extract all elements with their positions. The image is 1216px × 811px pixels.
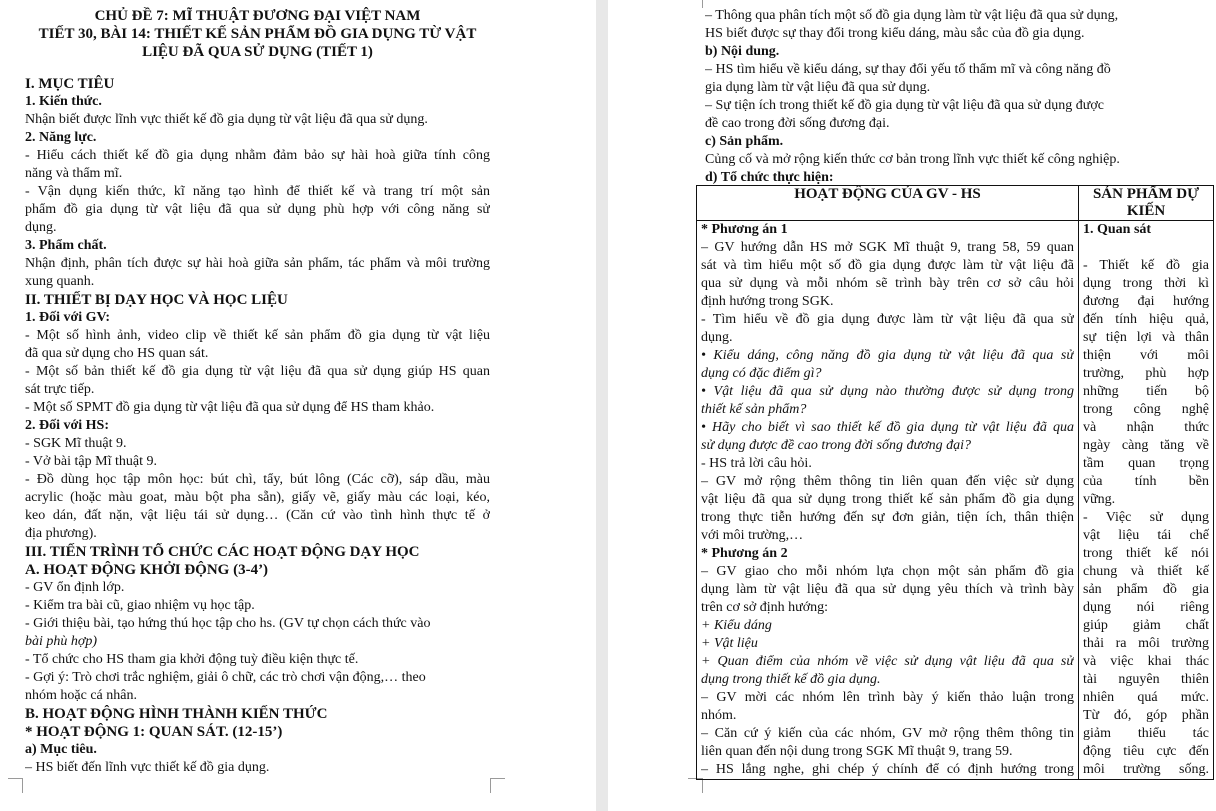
text-line: đương đại hướng (1083, 294, 1209, 309)
left-page-text-column (25, 7, 490, 777)
margin-corner-mark (688, 0, 703, 8)
text-line: – HS tìm hiểu về kiểu dáng, sự thay đổi yếu tố thẩm mĩ và công năng đồ (705, 62, 1111, 77)
text-line: trường, phù hợp (1083, 366, 1209, 381)
text-line: TIẾT 30, BÀI 14: THIẾT KẾ SẢN PHẨM ĐỒ GIA DỤNG TỪ VẬT (38, 26, 477, 42)
text-line: - Vở bài tập Mĩ thuật 9. (25, 454, 157, 469)
margin-corner-mark (688, 778, 703, 793)
activity-table (696, 185, 1214, 780)
text-line: c) Sản phẩm. (705, 134, 784, 149)
text-line: - HS trả lời câu hỏi. (701, 456, 812, 471)
text-line: dụng có đặc điểm gì? (701, 366, 822, 381)
text-line: HS biết được sự thay đổi trong kiểu dáng, màu sắc của đồ gia dụng. (705, 26, 1085, 41)
text-line: tầm quan trọng (1083, 456, 1209, 471)
text-line: giúp giảm chất (1083, 618, 1209, 633)
right-page-text-column (705, 7, 1181, 187)
text-line: I. MỤC TIÊU (25, 76, 115, 92)
text-line: + Vật liệu (701, 636, 758, 651)
text-line: trong thiết kế nói (1083, 546, 1209, 561)
text-line: phẩm đồ gia dụng từ vật liệu đã qua sử dụng phù hợp với công năng sử (25, 202, 490, 217)
text-line: - Gợi ý: Trò chơi trắc nghiệm, giải ô chữ, các trò chơi vận động,… theo (25, 670, 426, 685)
text-line: * Phương án 1 (701, 222, 788, 237)
text-line: 1. Đối với GV: (25, 310, 111, 325)
header-teacher-student-activity: HOẠT ĐỘNG CỦA GV - HS (697, 186, 1079, 221)
text-line: - Một số bản thiết kế đồ gia dụng từ vật liệu đã qua sử dụng giúp HS quan (25, 364, 490, 379)
text-line: nhóm hoặc cá nhân. (25, 688, 137, 703)
activity-cell (697, 221, 1079, 780)
text-line: 2. Đối với HS: (25, 418, 109, 433)
text-line: 1. Quan sát (1083, 222, 1152, 237)
activity-table-row (697, 221, 1214, 780)
text-line: thiện với môi (1083, 348, 1209, 363)
text-line: thiết kế sản phẩm? (701, 402, 807, 417)
text-line: bài phù hợp) (25, 634, 98, 649)
text-line (25, 61, 490, 75)
text-line: acrylic (hoặc màu goat, màu bột pha sẵn), giấy vẽ, giấy màu các loại, kéo, (25, 490, 490, 505)
text-line: keo dán, đất nặn, vật liệu tái sử dụng… (Căn cứ vào tình hình thực tế ở (25, 508, 490, 523)
text-line: – GV mở rộng thêm thông tin liên quan đến việc sử dụng (701, 474, 1074, 489)
text-line: b) Nội dung. (705, 44, 780, 59)
text-line: nhóm. (701, 708, 737, 723)
expected-product-cell (1079, 221, 1214, 780)
text-line: CHỦ ĐỀ 7: MĨ THUẬT ĐƯƠNG ĐẠI VIỆT NAM (94, 8, 421, 24)
text-line: định hướng trong SGK. (701, 294, 834, 309)
text-line: - Thiết kế đồ gia (1083, 258, 1209, 273)
text-line: những tiến bộ (1083, 384, 1209, 399)
text-line: - Tổ chức cho HS tham gia khởi động tuỳ điều kiện thực tế. (25, 652, 359, 667)
text-line: – Căn cứ ý kiến của các nhóm, GV mở rộng thêm thông tin (701, 726, 1074, 741)
text-line: * Phương án 2 (701, 546, 788, 561)
text-line: - SGK Mĩ thuật 9. (25, 436, 127, 451)
text-line: vật liệu đã qua sử dụng trong thiết kế sản phẩm đồ gia dụng (701, 492, 1074, 507)
text-line: – HS lắng nghe, ghi chép ý chính để có định hướng trong (701, 762, 1074, 777)
text-line: - Giới thiệu bài, tạo hứng thú học tập cho hs. (GV tự chọn cách thức vào (25, 616, 431, 631)
text-line: 1. Kiến thức. (25, 94, 102, 109)
text-line: sát trực tiếp. (25, 382, 95, 397)
text-line: dụng trong thời kì (1083, 276, 1209, 291)
text-line: dụng làm từ vật liệu đã qua sử dụng yêu thích và trình bày (701, 582, 1074, 597)
text-line: xung quanh. (25, 274, 95, 289)
text-line: sử dụng được đề cao trong đời sống đương đại? (701, 438, 971, 453)
text-line: • Kiểu dáng, công năng đồ gia dụng từ vật liệu đã qua sử (701, 348, 1074, 363)
text-line: – HS biết đến lĩnh vực thiết kế đồ gia dụng. (25, 760, 270, 775)
text-line: • Vật liệu đã qua sử dụng nào thường được sử dụng trong (701, 384, 1074, 399)
text-line: gia dụng làm từ vật liệu đã qua sử dụng. (705, 80, 931, 95)
text-line: Nhận biết được lĩnh vực thiết kế đồ gia dụng từ vật liệu đã qua sử dụng. (25, 112, 428, 127)
text-line: - Vận dụng kiến thức, kĩ năng tạo hình để thiết kế và trang trí một sản (25, 184, 490, 199)
text-line (1083, 239, 1209, 257)
text-line: B. HOẠT ĐỘNG HÌNH THÀNH KIẾN THỨC (25, 706, 328, 722)
text-line: tài nguyên thiên (1083, 672, 1209, 687)
text-line: dụng. (25, 220, 57, 235)
text-line: liên quan đến nội dung trong SGK Mĩ thuật 9, trang 59. (701, 744, 1013, 759)
text-line: động tiêu cực đến (1083, 744, 1209, 759)
activity-table-header-row (697, 186, 1214, 221)
text-line: III. TIẾN TRÌNH TỔ CHỨC CÁC HOẠT ĐỘNG DẠY HỌC (25, 544, 420, 560)
document-page-left (0, 0, 596, 811)
margin-corner-mark (490, 778, 505, 793)
text-line: trong thực tiễn hướng đến sự đơn giản, tiện ích, thân thiện (701, 510, 1074, 525)
text-line: - Một số SPMT đồ gia dụng từ vật liệu đã qua sử dụng để HS tham khảo. (25, 400, 435, 415)
text-line: trên cơ sở định hướng: (701, 600, 829, 615)
text-line: địa phương). (25, 526, 97, 541)
text-line: đến tính hiệu quả, (1083, 312, 1209, 327)
text-line: đã qua sử dụng cho HS quan sát. (25, 346, 209, 361)
text-line: năng và thẩm mĩ. (25, 166, 123, 181)
text-line: II. THIẾT BỊ DẠY HỌC VÀ HỌC LIỆU (25, 292, 288, 308)
text-line: + Quan điểm của nhóm về việc sử dụng vật liệu đã qua sử (701, 654, 1074, 669)
text-line: vững. (1083, 492, 1116, 507)
text-line: - Hiểu cách thiết kế đồ gia dụng nhằm đảm bảo sự hài hoà giữa tính công (25, 148, 490, 163)
text-line: với môi trường,… (701, 528, 804, 543)
text-line: và nhận thức (1083, 420, 1209, 435)
text-line: Củng cố và mở rộng kiến thức cơ bản trong lĩnh vực thiết kế công nghiệp. (705, 152, 1120, 167)
text-line: a) Mục tiêu. (25, 742, 97, 757)
text-line: - Kiểm tra bài cũ, giao nhiệm vụ học tập. (25, 598, 255, 613)
header-expected-product: SẢN PHẨM DỰ KIẾN (1079, 186, 1214, 221)
text-line: 3. Phẩm chất. (25, 238, 107, 253)
text-line: sự tiện lợi và thân (1083, 330, 1209, 345)
margin-corner-mark (8, 778, 23, 793)
text-line: sát và tìm hiểu một số đồ gia dụng được làm từ vật liệu đã (701, 258, 1074, 273)
text-line: + Kiểu dáng (701, 618, 772, 633)
text-line: • Hãy cho biết vì sao thiết kế đồ gia dụng từ vật liệu đã qua (701, 420, 1074, 435)
document-page-right (608, 0, 1216, 811)
text-line: môi trường sống. (1083, 762, 1209, 777)
text-line: vật liệu tái chế (1083, 528, 1209, 543)
text-line: 2. Năng lực. (25, 130, 97, 145)
text-line: - Tìm hiểu về đồ gia dụng được làm từ vật liệu đã qua sử (701, 312, 1074, 327)
text-line: Từ đó, góp phần (1083, 708, 1209, 723)
text-line: - GV ổn định lớp. (25, 580, 125, 595)
text-line: dụng nói riêng (1083, 600, 1209, 615)
text-line: d) Tổ chức thực hiện: (705, 170, 834, 185)
text-line: chung và thiết kế (1083, 564, 1209, 579)
text-line: LIỆU ĐÃ QUA SỬ DỤNG (TIẾT 1) (142, 44, 373, 60)
text-line: – Thông qua phân tích một số đồ gia dụng làm từ vật liệu đã qua sử dụng, (705, 8, 1119, 23)
margin-corner-mark (0, 0, 16, 16)
text-line: – GV giao cho mỗi nhóm lựa chọn một sản phẩm đồ gia (701, 564, 1074, 579)
text-line: sản phẩm đồ gia (1083, 582, 1209, 597)
text-line: - Một số hình ảnh, video clip về thiết kế sản phẩm đồ gia dụng từ vật liệu (25, 328, 490, 343)
text-line: trong công nghệ (1083, 402, 1209, 417)
text-line: Nhận định, phân tích được sự hài hoà giữa sản phẩm, tác phẩm và môi trường (25, 256, 490, 271)
text-line: qua sử dụng và mỗi nhóm sẽ trình bày trên cơ sở câu hỏi (701, 276, 1074, 291)
text-line: và việc khai thác (1083, 654, 1209, 669)
text-line: đề cao trong đời sống đương đại. (705, 116, 890, 131)
text-line: – GV hướng dẫn HS mở SGK Mĩ thuật 9, trang 58, 59 quan (701, 240, 1074, 255)
text-line: - Việc sử dụng (1083, 510, 1209, 525)
text-line: dụng trong thiết kế đồ gia dụng. (701, 672, 881, 687)
text-line: – GV mời các nhóm lên trình bày ý kiến thảo luận trong (701, 690, 1074, 705)
text-line: - Đồ dùng học tập môn học: bút chì, tẩy, bút lông (Các cỡ), sáp dầu, màu (25, 472, 490, 487)
text-line: của tính bền (1083, 474, 1209, 489)
text-line: – Sự tiện ích trong thiết kế đồ gia dụng từ vật liệu đã qua sử dụng được (705, 98, 1104, 113)
text-line: ngày càng tăng về (1083, 438, 1209, 453)
text-line: giảm thiểu tác (1083, 726, 1209, 741)
text-line: thải ra môi trường (1083, 636, 1209, 651)
text-line: dụng. (701, 330, 733, 345)
text-line: nhiên quá mức. (1083, 690, 1209, 705)
text-line: A. HOẠT ĐỘNG KHỞI ĐỘNG (3-4’) (25, 562, 269, 578)
text-line: * HOẠT ĐỘNG 1: QUAN SÁT. (12-15’) (25, 724, 283, 740)
